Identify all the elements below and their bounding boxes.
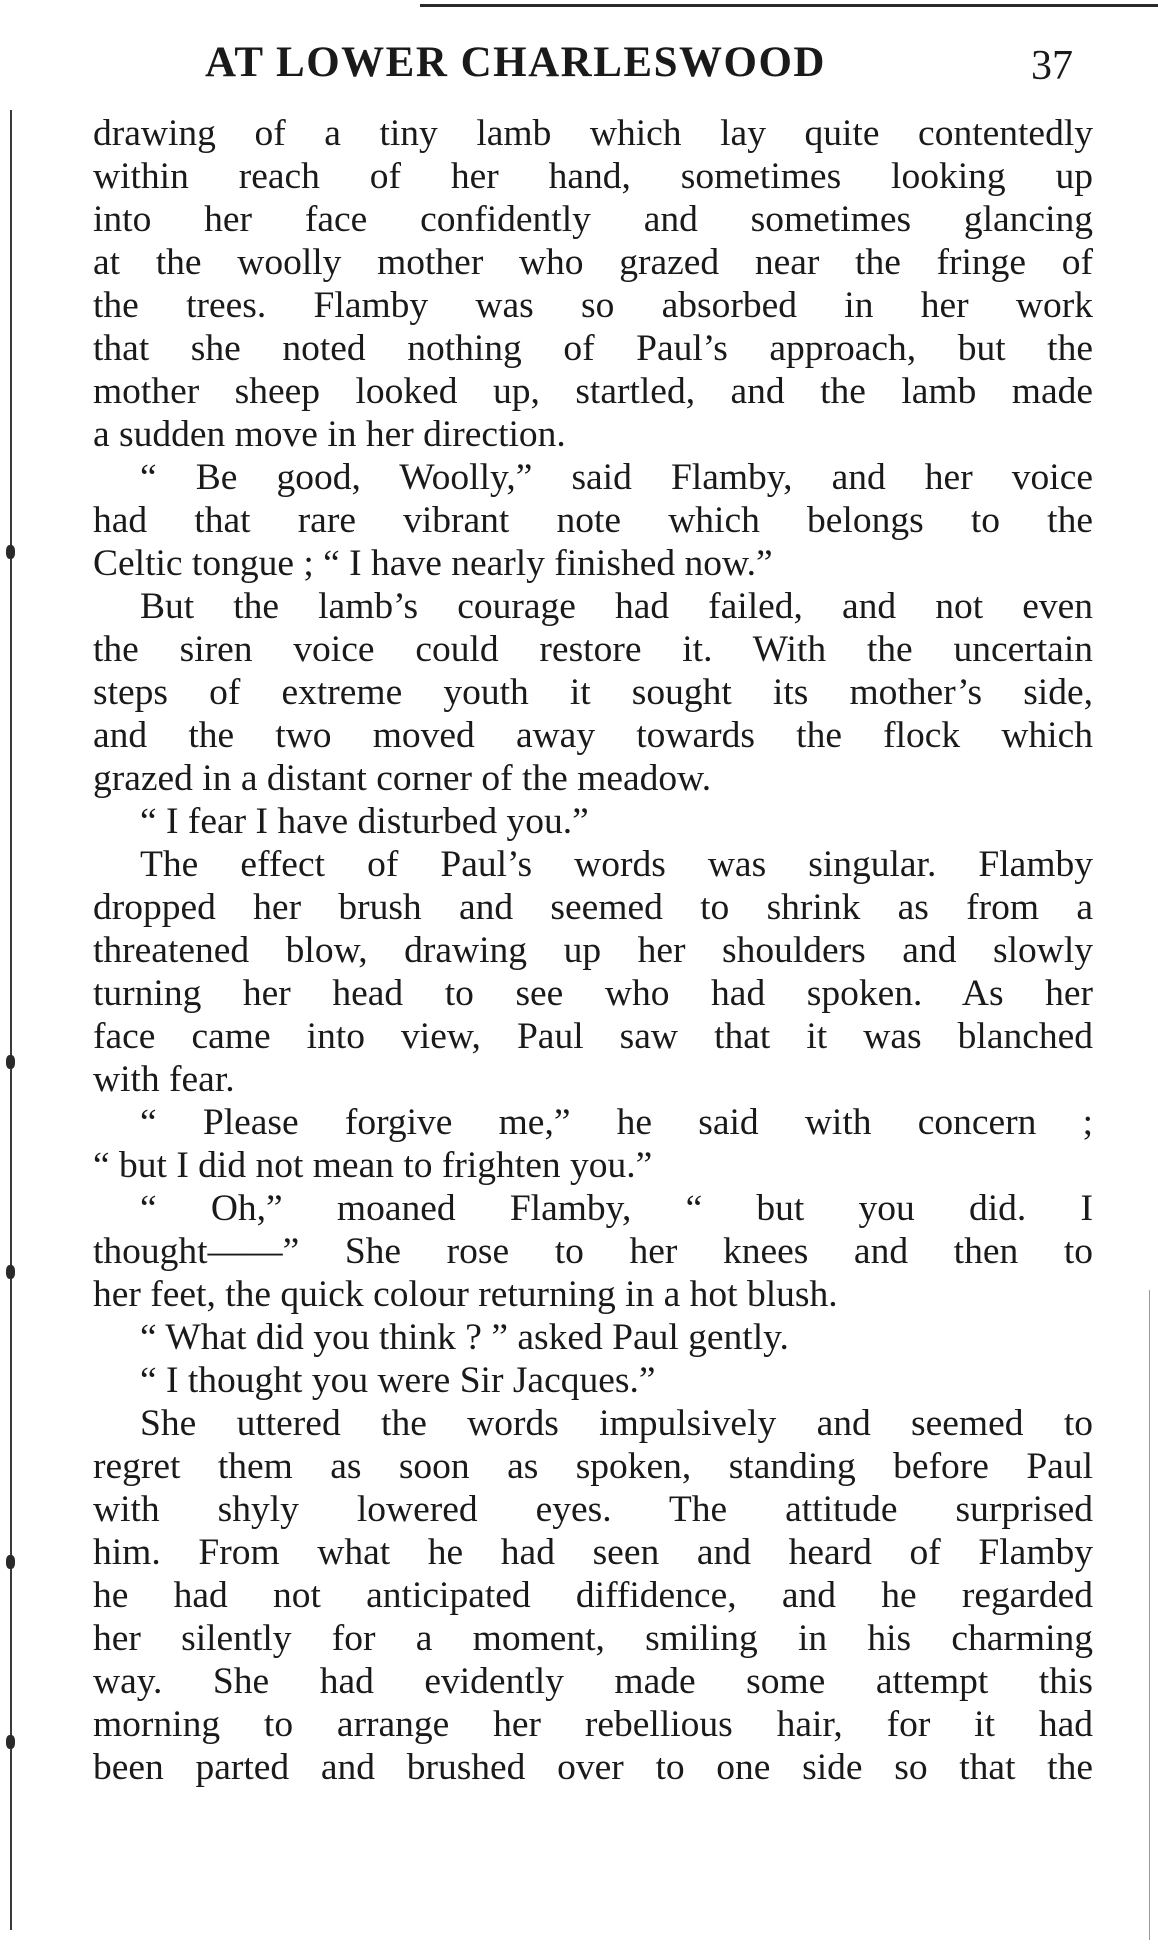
- text-line: “ I fear I have disturbed you.”: [140, 801, 589, 842]
- text-line: The effect of Paul’s words was singular. Flamby: [140, 844, 1093, 885]
- text-line: been parted and brushed over to one side so that the: [93, 1747, 1093, 1788]
- text-line: at the woolly mother who grazed near the fringe of: [93, 242, 1093, 283]
- body-text: [93, 112, 1093, 1789]
- text-line: grazed in a distant corner of the meadow.: [93, 758, 712, 799]
- text-line: him. From what he had seen and heard of Flamby: [93, 1532, 1093, 1573]
- text-line: threatened blow, drawing up her shoulders and slowly: [93, 930, 1093, 971]
- text-line: drawing of a tiny lamb which lay quite contentedly: [93, 113, 1093, 154]
- page-edge-rule: [1149, 1290, 1150, 1940]
- text-line: mother sheep looked up, startled, and the lamb made: [93, 371, 1093, 412]
- text-line: with fear.: [93, 1059, 235, 1100]
- text-line: face came into view, Paul saw that it was blanched: [93, 1016, 1093, 1057]
- text-line: thought——” She rose to her knees and then to: [93, 1231, 1093, 1272]
- binding-mark: [6, 545, 15, 559]
- text-line: regret them as soon as spoken, standing before Paul: [93, 1446, 1093, 1487]
- running-title: AT LOWER CHARLESWOOD: [205, 39, 826, 86]
- text-line: and the two moved away towards the flock which: [93, 715, 1093, 756]
- binding-mark: [6, 1555, 15, 1569]
- text-line: her feet, the quick colour returning in a hot blush.: [93, 1274, 838, 1315]
- binding-edge-rule: [10, 110, 12, 1930]
- text-line: that she noted nothing of Paul’s approach, but the: [93, 328, 1093, 369]
- binding-mark: [6, 1735, 15, 1749]
- page-number: 37: [1031, 43, 1073, 89]
- text-line: the trees. Flamby was so absorbed in her work: [93, 285, 1093, 326]
- text-line: turning her head to see who had spoken. As her: [93, 973, 1093, 1014]
- binding-mark: [6, 1265, 15, 1279]
- text-line: into her face confidently and sometimes glancing: [93, 199, 1093, 240]
- text-line: had that rare vibrant note which belongs to the: [93, 500, 1093, 541]
- text-line: “ Please forgive me,” he said with concern ;: [140, 1102, 1093, 1143]
- top-rule: [420, 4, 1158, 7]
- text-line: her silently for a moment, smiling in his charming: [93, 1618, 1093, 1659]
- text-line: the siren voice could restore it. With the uncertain: [93, 629, 1093, 670]
- text-line: within reach of her hand, sometimes looking up: [93, 156, 1093, 197]
- page-header: [205, 38, 1095, 98]
- text-line: “ What did you think ? ” asked Paul gently.: [140, 1317, 789, 1358]
- text-line: Celtic tongue ; “ I have nearly finished now.”: [93, 543, 773, 584]
- text-line: “ Oh,” moaned Flamby, “ but you did. I: [140, 1188, 1093, 1229]
- text-line: steps of extreme youth it sought its mother’s side,: [93, 672, 1093, 713]
- text-line: “ I thought you were Sir Jacques.”: [140, 1360, 656, 1401]
- text-line: “ but I did not mean to frighten you.”: [93, 1145, 653, 1186]
- text-line: “ Be good, Woolly,” said Flamby, and her voice: [140, 457, 1093, 498]
- text-line: he had not anticipated diffidence, and he regarded: [93, 1575, 1093, 1616]
- text-line: dropped her brush and seemed to shrink as from a: [93, 887, 1093, 928]
- text-line: morning to arrange her rebellious hair, for it had: [93, 1704, 1093, 1745]
- text-line: But the lamb’s courage had failed, and not even: [140, 586, 1093, 627]
- text-line: with shyly lowered eyes. The attitude surprised: [93, 1489, 1093, 1530]
- text-line: She uttered the words impulsively and seemed to: [140, 1403, 1093, 1444]
- text-line: way. She had evidently made some attempt this: [93, 1661, 1093, 1702]
- text-line: a sudden move in her direction.: [93, 414, 566, 455]
- binding-mark: [6, 1055, 15, 1069]
